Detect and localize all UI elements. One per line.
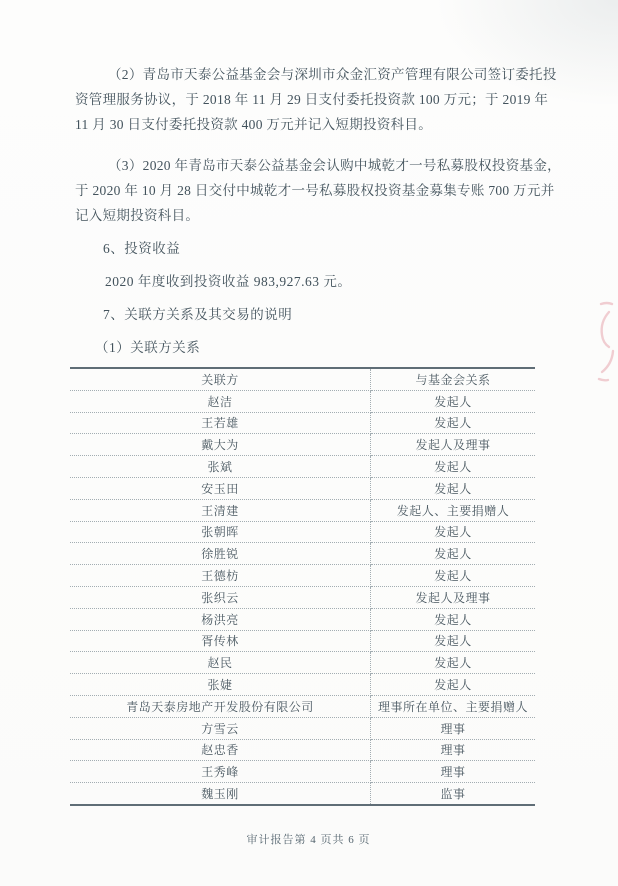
table-row [70,521,535,543]
related-party-cell: 张朝晖 [70,521,371,543]
paragraph-line: （3）2020 年青岛市天泰公益基金会认购中城乾才一号私募股权投资基金， [108,158,561,173]
related-party-cell: 徐胜锐 [70,543,371,565]
paragraph-line: 11 月 30 日支付委托投资款 400 万元并记入短期投资科目。 [75,117,433,132]
related-party-cell: 赵民 [70,652,371,674]
document-body [75,62,561,847]
heading-investment-income: 6、投资收益 [103,241,181,256]
red-ink-mark-icon [588,293,618,388]
relation-cell: 发起人及理事 [371,434,536,456]
related-party-cell: 胥传林 [70,630,371,652]
paragraph-entrusted-investment [75,62,557,137]
relation-cell: 发起人 [371,477,536,499]
table-row [70,717,535,739]
paragraph-line: 于 2020 年 10 月 28 日交付中城乾才一号私募股权投资基金募集专账 700 万元并 [75,183,555,198]
table-row [70,477,535,499]
relation-cell: 发起人 [371,521,536,543]
table-row [70,761,535,783]
heading-related-party: 7、关联方关系及其交易的说明 [103,307,293,322]
related-party-table [70,367,535,806]
table-row [70,456,535,478]
related-party-cell: 方雪云 [70,717,371,739]
table-row [70,586,535,608]
paragraph-line: （2）青岛市天泰公益基金会与深圳市众金汇资产管理有限公司签订委托投 [108,67,557,82]
page-footer: 审计报告第 4 页共 6 页 [246,833,371,846]
relation-cell: 发起人 [371,630,536,652]
related-party-cell: 张斌 [70,456,371,478]
table-row [70,674,535,696]
table-row [70,543,535,565]
related-party-cell: 张织云 [70,586,371,608]
related-party-cell: 戴大为 [70,434,371,456]
related-party-cell: 魏玉刚 [70,783,371,805]
paragraph-private-equity-fund [75,153,561,228]
table-row [70,630,535,652]
relation-cell: 理事 [371,739,536,761]
related-party-cell: 赵洁 [70,390,371,412]
related-party-cell: 青岛天泰房地产开发股份有限公司 [70,695,371,717]
table-row [70,739,535,761]
table-row [70,499,535,521]
related-party-cell: 安玉田 [70,477,371,499]
table-row [70,783,535,805]
relation-cell: 发起人 [371,565,536,587]
relation-cell: 发起人 [371,412,536,434]
table-row [70,390,535,412]
table-row [70,652,535,674]
relation-cell: 理事所在单位、主要捐赠人 [371,695,536,717]
related-party-cell: 王若雄 [70,412,371,434]
relation-cell: 发起人 [371,390,536,412]
relation-cell: 发起人及理事 [371,586,536,608]
subheading-related-party-relations: （1）关联方关系 [95,340,201,355]
relation-cell: 理事 [371,717,536,739]
related-party-cell: 赵忠香 [70,739,371,761]
related-party-cell: 王秀峰 [70,761,371,783]
relation-cell: 理事 [371,761,536,783]
relation-cell: 发起人 [371,652,536,674]
related-party-cell: 王德枋 [70,565,371,587]
table-row [70,608,535,630]
paragraph-line: 资管理服务协议，于 2018 年 11 月 29 日支付委托投资款 100 万元；于 2019 年 [75,92,549,107]
related-party-cell: 张婕 [70,674,371,696]
table-row [70,434,535,456]
relation-cell: 发起人 [371,456,536,478]
relation-cell: 发起人、主要捐赠人 [371,499,536,521]
relation-cell: 发起人 [371,674,536,696]
table-header-row [70,368,535,390]
table-row [70,565,535,587]
relation-cell: 发起人 [371,543,536,565]
related-party-cell: 王清建 [70,499,371,521]
relation-cell: 发起人 [371,608,536,630]
relation-cell: 监事 [440,787,466,802]
table-row [70,695,535,717]
table-row [70,412,535,434]
paragraph-income-amount: 2020 年度收到投资收益 983,927.63 元。 [105,274,352,289]
column-header-relation: 与基金会关系 [371,368,536,390]
related-party-cell: 杨洪亮 [70,608,371,630]
column-header-related-party: 关联方 [70,368,371,390]
paragraph-line: 记入短期投资科目。 [75,208,200,223]
